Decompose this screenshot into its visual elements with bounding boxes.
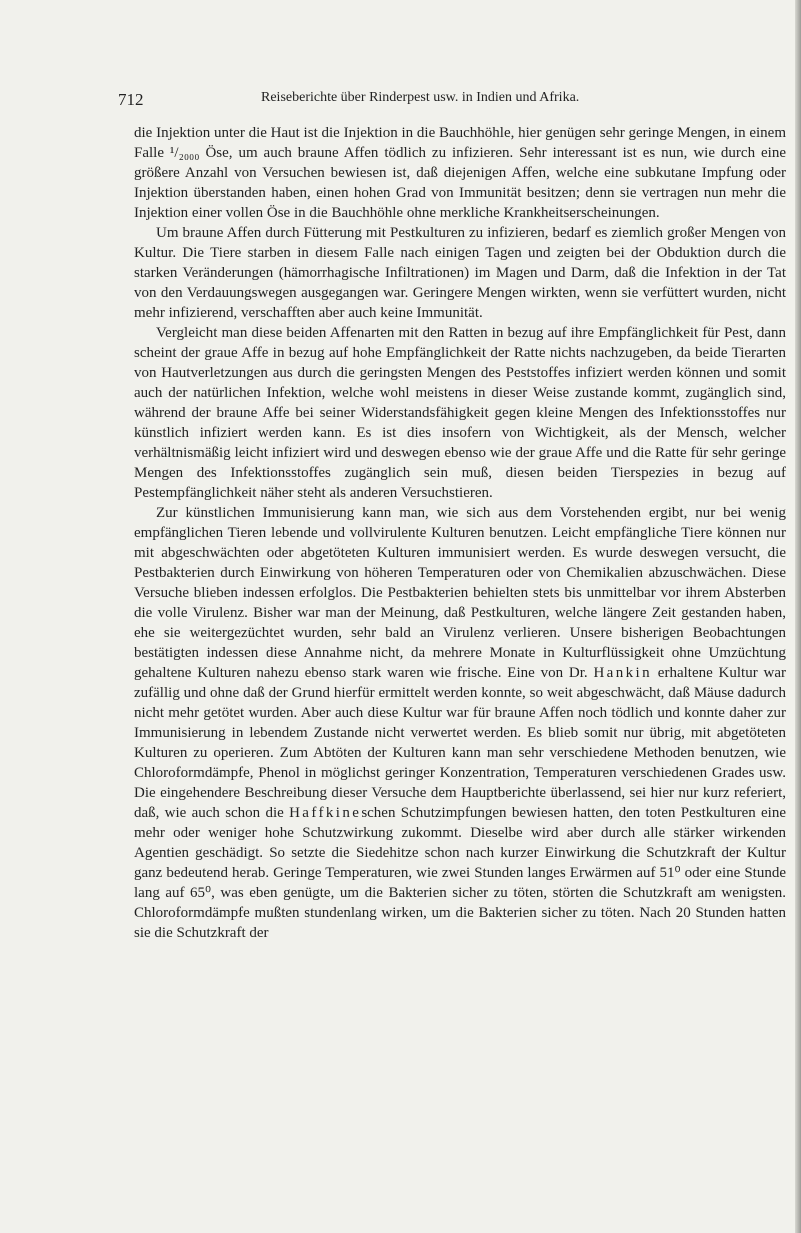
author-name-hankin: Hankin <box>593 665 652 681</box>
body-text <box>134 123 786 943</box>
paragraph-4 <box>134 503 786 943</box>
paragraph-4-text-c: schen Schutzimpfungen bewiesen hatten, den toten Pestkulturen eine mehr oder weniger hohe Schutzwirkung zukommt. Dieselbe wird aber durch alle stärker wirkenden Agentien geschädigt. So setzte die Siedehitze schon nach kurzer Einwirkung die Schutzkraft der Kultur ganz bedeutend herab. Geringe Temperaturen, wie zwei Stunden langes Erwärmen auf 51⁰ oder eine Stunde lang auf 65⁰, was eben genügte, um die Bakterien sicher zu töten, störten die Schutzkraft am wenigsten. Chloroformdämpfe mußten stundenlang wirken, um die Bakterien sicher zu töten. Nach 20 Stunden hatten sie die Schutzkraft der <box>134 805 787 941</box>
author-name-haffkine: Haffkine <box>289 805 362 821</box>
page-header <box>118 90 768 114</box>
page-number: 712 <box>118 90 144 109</box>
paragraph-1-text-a: die Injektion unter die Haut ist die Injektion in die Bauchhöhle, hier genügen sehr geringe Mengen, in einem Falle <box>134 125 786 161</box>
paragraph-4-text-b: erhaltene Kultur war zufällig und ohne daß der Grund hierfür ermittelt werden konnte, so weit abgeschwächt, daß Mäuse dadurch nicht mehr getötet wurden. Aber auch diese Kultur war für braune Affen noch tödlich und konnte daher zur Immunisierung in lebendem Zustande nicht verwertet werden. Es blieb somit nur übrig, mit abgetöteten Kulturen zu operieren. Zum Abtöten der Kulturen kann man sehr verschiedene Methoden benutzen, wie Chloroformdämpfe, Phenol in möglichst geringer Konzentration, Temperaturen verschiedenen Grades usw. Die eingehendere Beschreibung dieser Versuche dem Hauptberichte überlassend, sei hier nur kurz referiert, daß, wie auch schon die <box>134 665 786 821</box>
paragraph-1 <box>134 123 786 223</box>
running-title: Reiseberichte über Rinderpest usw. in Indien und Afrika. <box>261 90 580 105</box>
fraction: ¹/₂₀₀₀ <box>169 145 200 161</box>
paragraph-4-text-a: Zur künstlichen Immunisierung kann man, wie sich aus dem Vorstehenden ergibt, nur bei wenig empfänglichen Tieren lebende und vollvirulente Kulturen benutzen. Leicht empfängliche Tiere können nur mit abgeschwächten oder abgetöteten Kulturen immunisiert werden. Es wurde deswegen versucht, die Pestbakterien durch Einwirkung von höheren Temperaturen oder von Chemikalien abzuschwächen. Diese Versuche blieben indessen erfolglos. Die Pestbakterien behielten stets bis unmittelbar vor ihrem Absterben die volle Virulenz. Bisher war man der Meinung, daß Pestkulturen, welche längere Zeit gestanden haben, ehe sie weitergezüchtet wurden, sehr bald an Virulenz verlieren. Unsere bisherigen Beobachtungen bestätigten indessen diese Annahme nicht, da mehrere Monate in Kulturflüssigkeit ohne Umzüchtung gehaltene Kulturen nahezu ebenso stark waren wie frische. Eine von Dr. <box>134 505 786 681</box>
paragraph-1-text-b: Öse, um auch braune Affen tödlich zu infizieren. Sehr interessant ist es nun, wie durch eine größere Anzahl von Versuchen bewiesen ist, daß diejenigen Affen, welche eine subkutane Impfung oder Injektion überstanden haben, einen hohen Grad von Immunität besitzen; denn sie vertragen nun mehr die Injektion einer vollen Öse in die Bauchhöhle ohne merkliche Krankheitserscheinungen. <box>134 145 786 221</box>
paragraph-2: Um braune Affen durch Fütterung mit Pestkulturen zu infizieren, bedarf es ziemlich großer Mengen von Kultur. Die Tiere starben in diesem Falle nach einigen Tagen und zeigten bei der Obduktion durch die starken Veränderungen (hämorrhagische Infiltrationen) im Magen und Darm, daß die Infektion in der Tat von den Verdauungswegen ausgegangen war. Geringere Mengen wirkten, wenn sie verfüttert wurden, nicht mehr infizierend, verschafften aber auch keine Immunität. <box>134 225 786 321</box>
paragraph-3: Vergleicht man diese beiden Affenarten mit den Ratten in bezug auf ihre Empfänglichkeit für Pest, dann scheint der graue Affe in bezug auf hohe Empfänglichkeit der Ratte nichts nachzugeben, da beide Tierarten von Hautverletzungen aus durch die geringsten Mengen des Peststoffes infiziert werden können und somit auch der natürlichen Infektion, welche wohl meistens in dieser Weise zustande kommt, zugänglich sind, während der braune Affe bei seiner Widerstandsfähigkeit gegen kleine Mengen des Infektionsstoffes nur künstlich infiziert werden kann. Es ist dies insofern von Wichtigkeit, als der Mensch, welcher verhältnismäßig leicht infiziert wird und deswegen ebenso wie der graue Affe und die Ratte für sehr geringe Mengen des Infektionsstoffes zugänglich sein muß, diesen beiden Tierspezies in bezug auf Pestempfänglichkeit näher steht als anderen Versuchstieren. <box>134 325 786 501</box>
page-edge-shadow <box>795 0 801 1233</box>
